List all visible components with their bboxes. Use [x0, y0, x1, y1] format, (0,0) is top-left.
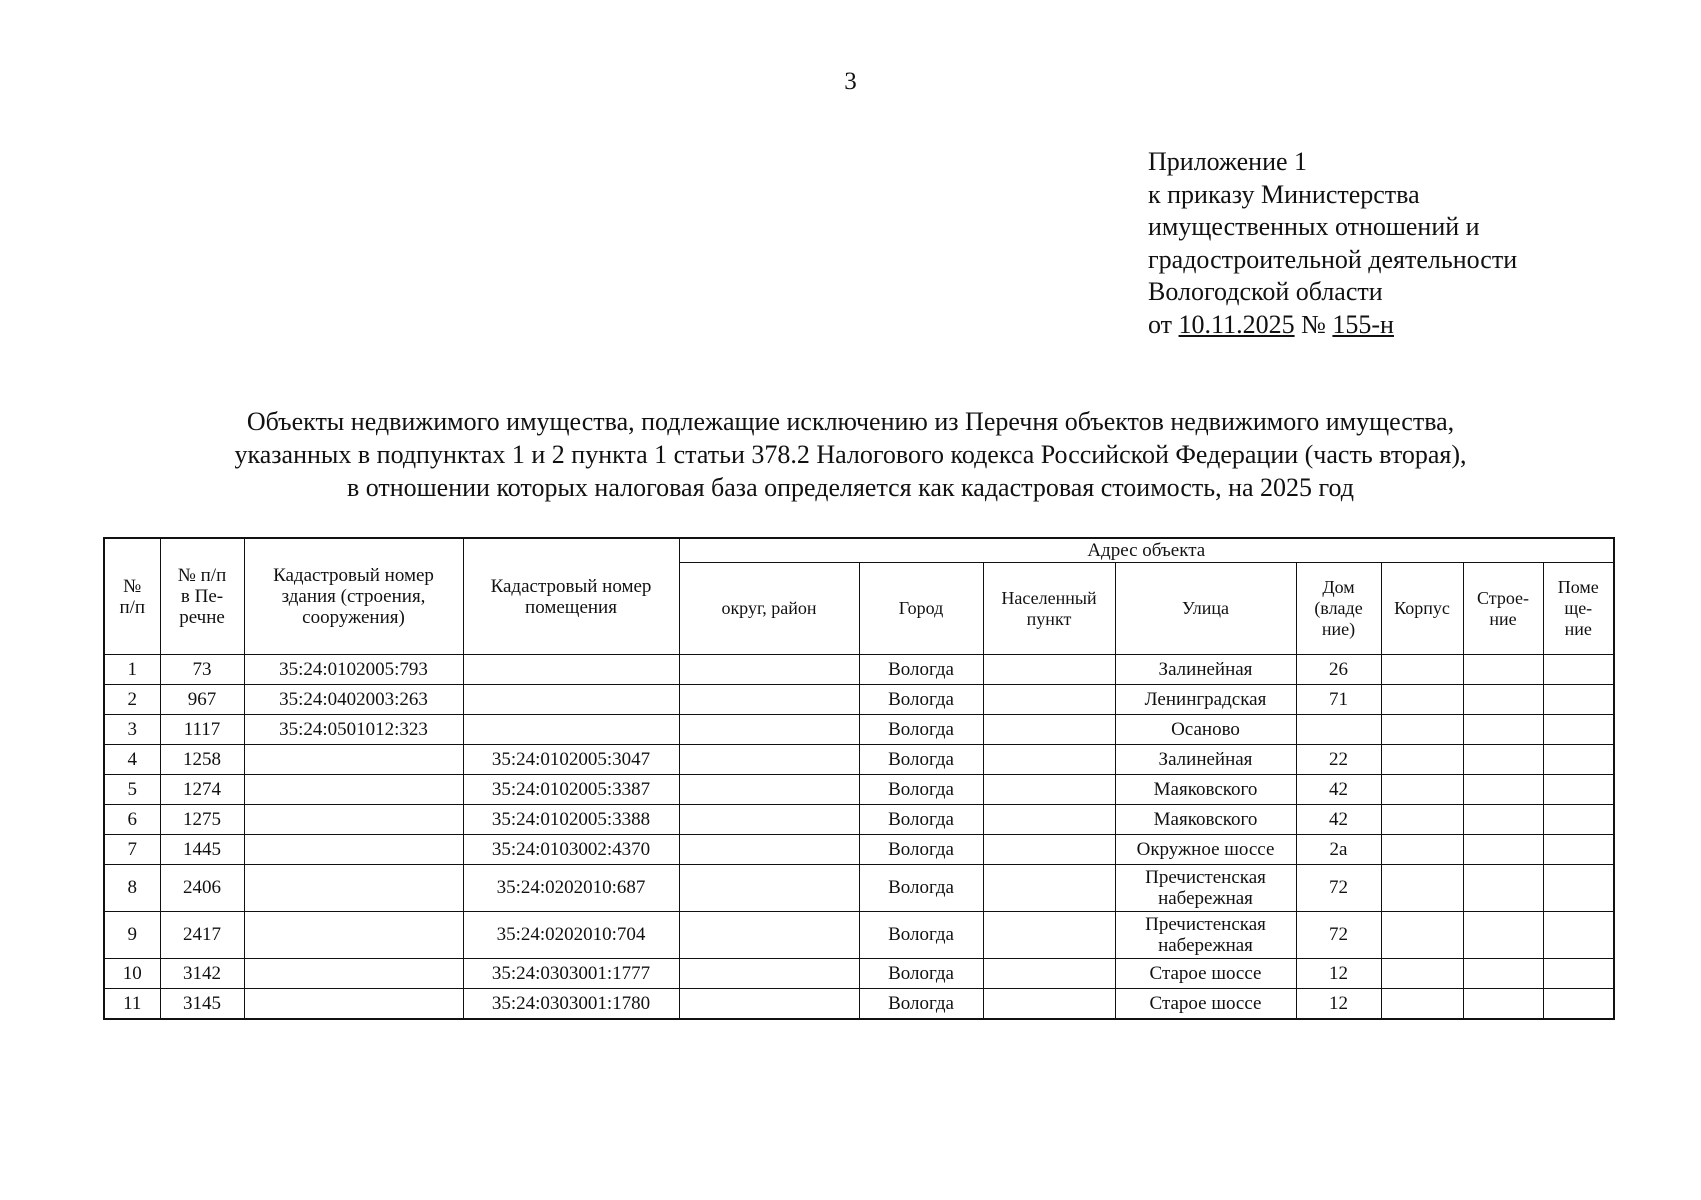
order-number: 155-н — [1332, 309, 1394, 339]
cell-premises: 35:24:0102005:3388 — [463, 805, 679, 835]
header-premises-cadastral: Кадастровый номер помещения — [463, 538, 679, 655]
table-row — [104, 835, 1614, 865]
cell-street: Залинейная — [1115, 655, 1296, 685]
cell-district — [679, 745, 859, 775]
cell-korpus — [1381, 655, 1463, 685]
cell-korpus — [1381, 805, 1463, 835]
table-row — [104, 715, 1614, 745]
cell-settlement — [983, 865, 1115, 912]
cell-structure — [1463, 989, 1543, 1020]
cell-list: 1117 — [160, 715, 244, 745]
cell-list: 1275 — [160, 805, 244, 835]
cell-n: 11 — [104, 989, 160, 1020]
cell-korpus — [1381, 865, 1463, 912]
header-street: Улица — [1115, 563, 1296, 655]
header-address: Адрес объекта — [679, 538, 1614, 563]
table-row — [104, 805, 1614, 835]
cell-building — [244, 912, 463, 959]
cell-street: Ленинградская — [1115, 685, 1296, 715]
cell-list: 73 — [160, 655, 244, 685]
cell-room — [1543, 805, 1614, 835]
cell-structure — [1463, 959, 1543, 989]
cell-city: Вологда — [859, 805, 983, 835]
table-row — [104, 685, 1614, 715]
cell-building — [244, 865, 463, 912]
document-title — [0, 405, 1701, 504]
cell-n: 6 — [104, 805, 160, 835]
cell-room — [1543, 959, 1614, 989]
cell-city: Вологда — [859, 745, 983, 775]
cell-district — [679, 685, 859, 715]
cell-structure — [1463, 805, 1543, 835]
appendix-line: Вологодской области — [1148, 277, 1383, 306]
title-line: в отношении которых налоговая база определяется как кадастровая стоимость, на 2025 год — [346, 473, 1355, 502]
header-building-cadastral: Кадастровый номер здания (строения, сооружения) — [244, 538, 463, 655]
cell-settlement — [983, 655, 1115, 685]
cell-house: 22 — [1296, 745, 1381, 775]
cell-street: Окружное шоссе — [1115, 835, 1296, 865]
appendix-line: градостроительной деятельности — [1148, 244, 1518, 274]
cell-korpus — [1381, 685, 1463, 715]
order-date: 10.11.2025 — [1178, 309, 1295, 339]
date-prefix: от — [1148, 309, 1173, 339]
cell-city: Вологда — [859, 835, 983, 865]
cell-premises: 35:24:0102005:3047 — [463, 745, 679, 775]
cell-n: 2 — [104, 685, 160, 715]
cell-premises: 35:24:0303001:1780 — [463, 989, 679, 1020]
cell-room — [1543, 745, 1614, 775]
cell-street: Осаново — [1115, 715, 1296, 745]
cell-house: 12 — [1296, 959, 1381, 989]
cell-structure — [1463, 685, 1543, 715]
appendix-line: Приложение 1 — [1148, 147, 1308, 176]
cell-house: 71 — [1296, 685, 1381, 715]
header-num: № п/п — [104, 538, 160, 655]
cell-structure — [1463, 715, 1543, 745]
cell-room — [1543, 655, 1614, 685]
cell-building — [244, 805, 463, 835]
cell-city: Вологда — [859, 959, 983, 989]
table-row — [104, 989, 1614, 1020]
cell-house: 72 — [1296, 912, 1381, 959]
cell-korpus — [1381, 959, 1463, 989]
cell-district — [679, 715, 859, 745]
cell-premises: 35:24:0103002:4370 — [463, 835, 679, 865]
cell-korpus — [1381, 715, 1463, 745]
cell-list: 3142 — [160, 959, 244, 989]
cell-korpus — [1381, 775, 1463, 805]
cell-premises: 35:24:0303001:1777 — [463, 959, 679, 989]
page-number: 3 — [844, 68, 857, 95]
cell-list: 1274 — [160, 775, 244, 805]
cell-house: 2а — [1296, 835, 1381, 865]
cell-house: 26 — [1296, 655, 1381, 685]
cell-settlement — [983, 805, 1115, 835]
cell-city: Вологда — [859, 865, 983, 912]
cell-korpus — [1381, 912, 1463, 959]
cell-house: 42 — [1296, 805, 1381, 835]
cell-room — [1543, 865, 1614, 912]
cell-premises — [463, 715, 679, 745]
cell-city: Вологда — [859, 715, 983, 745]
cell-settlement — [983, 989, 1115, 1020]
cell-district — [679, 805, 859, 835]
cell-n: 8 — [104, 865, 160, 912]
appendix-date-line — [1148, 309, 1517, 342]
cell-building — [244, 745, 463, 775]
cell-room — [1543, 715, 1614, 745]
cell-city: Вологда — [859, 685, 983, 715]
cell-district — [679, 655, 859, 685]
cell-list: 1445 — [160, 835, 244, 865]
header-settlement: Населенный пункт — [983, 563, 1115, 655]
table-row — [104, 655, 1614, 685]
cell-house — [1296, 715, 1381, 745]
cell-room — [1543, 989, 1614, 1020]
cell-premises: 35:24:0102005:3387 — [463, 775, 679, 805]
objects-table — [103, 537, 1615, 1020]
cell-room — [1543, 775, 1614, 805]
cell-city: Вологда — [859, 655, 983, 685]
cell-structure — [1463, 745, 1543, 775]
cell-list: 2417 — [160, 912, 244, 959]
cell-city: Вологда — [859, 775, 983, 805]
cell-list: 3145 — [160, 989, 244, 1020]
table-row — [104, 745, 1614, 775]
number-prefix: № — [1301, 309, 1326, 339]
cell-street: Маяковского — [1115, 805, 1296, 835]
cell-settlement — [983, 835, 1115, 865]
header-list-num: № п/п в Пе- речне — [160, 538, 244, 655]
cell-room — [1543, 835, 1614, 865]
cell-district — [679, 989, 859, 1020]
cell-premises: 35:24:0202010:687 — [463, 865, 679, 912]
cell-house: 72 — [1296, 865, 1381, 912]
cell-building: 35:24:0501012:323 — [244, 715, 463, 745]
cell-list: 967 — [160, 685, 244, 715]
header-room: Поме ще- ние — [1543, 563, 1614, 655]
cell-list: 1258 — [160, 745, 244, 775]
table-row — [104, 865, 1614, 912]
cell-n: 9 — [104, 912, 160, 959]
appendix-block — [1148, 146, 1517, 341]
cell-room — [1543, 685, 1614, 715]
cell-city: Вологда — [859, 912, 983, 959]
cell-n: 3 — [104, 715, 160, 745]
cell-street: Старое шоссе — [1115, 989, 1296, 1020]
cell-building — [244, 835, 463, 865]
cell-settlement — [983, 745, 1115, 775]
cell-korpus — [1381, 835, 1463, 865]
cell-building — [244, 989, 463, 1020]
appendix-line: к приказу Министерства — [1148, 179, 1420, 209]
cell-building — [244, 775, 463, 805]
cell-structure — [1463, 835, 1543, 865]
cell-premises — [463, 685, 679, 715]
cell-district — [679, 775, 859, 805]
cell-settlement — [983, 715, 1115, 745]
cell-settlement — [983, 685, 1115, 715]
cell-street: Пречистенская набережная — [1115, 865, 1296, 912]
cell-street: Старое шоссе — [1115, 959, 1296, 989]
cell-korpus — [1381, 989, 1463, 1020]
cell-building: 35:24:0402003:263 — [244, 685, 463, 715]
cell-n: 1 — [104, 655, 160, 685]
cell-district — [679, 835, 859, 865]
header-district: округ, район — [679, 563, 859, 655]
cell-n: 7 — [104, 835, 160, 865]
cell-district — [679, 959, 859, 989]
appendix-line: имущественных отношений и — [1148, 212, 1480, 241]
cell-street: Залинейная — [1115, 745, 1296, 775]
cell-district — [679, 912, 859, 959]
cell-n: 10 — [104, 959, 160, 989]
header-house: Дом (владе ние) — [1296, 563, 1381, 655]
header-city: Город — [859, 563, 983, 655]
table-row — [104, 775, 1614, 805]
cell-structure — [1463, 865, 1543, 912]
cell-settlement — [983, 912, 1115, 959]
cell-settlement — [983, 959, 1115, 989]
cell-street: Маяковского — [1115, 775, 1296, 805]
cell-n: 5 — [104, 775, 160, 805]
cell-room — [1543, 912, 1614, 959]
title-line: указанных в подпунктах 1 и 2 пункта 1 статьи 378.2 Налогового кодекса Российской Федерации (часть вторая), — [234, 440, 1467, 469]
cell-city: Вологда — [859, 989, 983, 1020]
table-row — [104, 912, 1614, 959]
cell-structure — [1463, 912, 1543, 959]
cell-premises — [463, 655, 679, 685]
cell-premises: 35:24:0202010:704 — [463, 912, 679, 959]
cell-street: Пречистенская набережная — [1115, 912, 1296, 959]
cell-house: 12 — [1296, 989, 1381, 1020]
cell-list: 2406 — [160, 865, 244, 912]
table-row — [104, 959, 1614, 989]
header-korpus: Корпус — [1381, 563, 1463, 655]
cell-korpus — [1381, 745, 1463, 775]
cell-settlement — [983, 775, 1115, 805]
cell-structure — [1463, 655, 1543, 685]
cell-district — [679, 865, 859, 912]
cell-n: 4 — [104, 745, 160, 775]
cell-structure — [1463, 775, 1543, 805]
cell-house: 42 — [1296, 775, 1381, 805]
header-structure: Строе- ние — [1463, 563, 1543, 655]
title-line: Объекты недвижимого имущества, подлежащие исключению из Перечня объектов недвижимого имущества, — [246, 407, 1455, 436]
cell-building: 35:24:0102005:793 — [244, 655, 463, 685]
cell-building — [244, 959, 463, 989]
